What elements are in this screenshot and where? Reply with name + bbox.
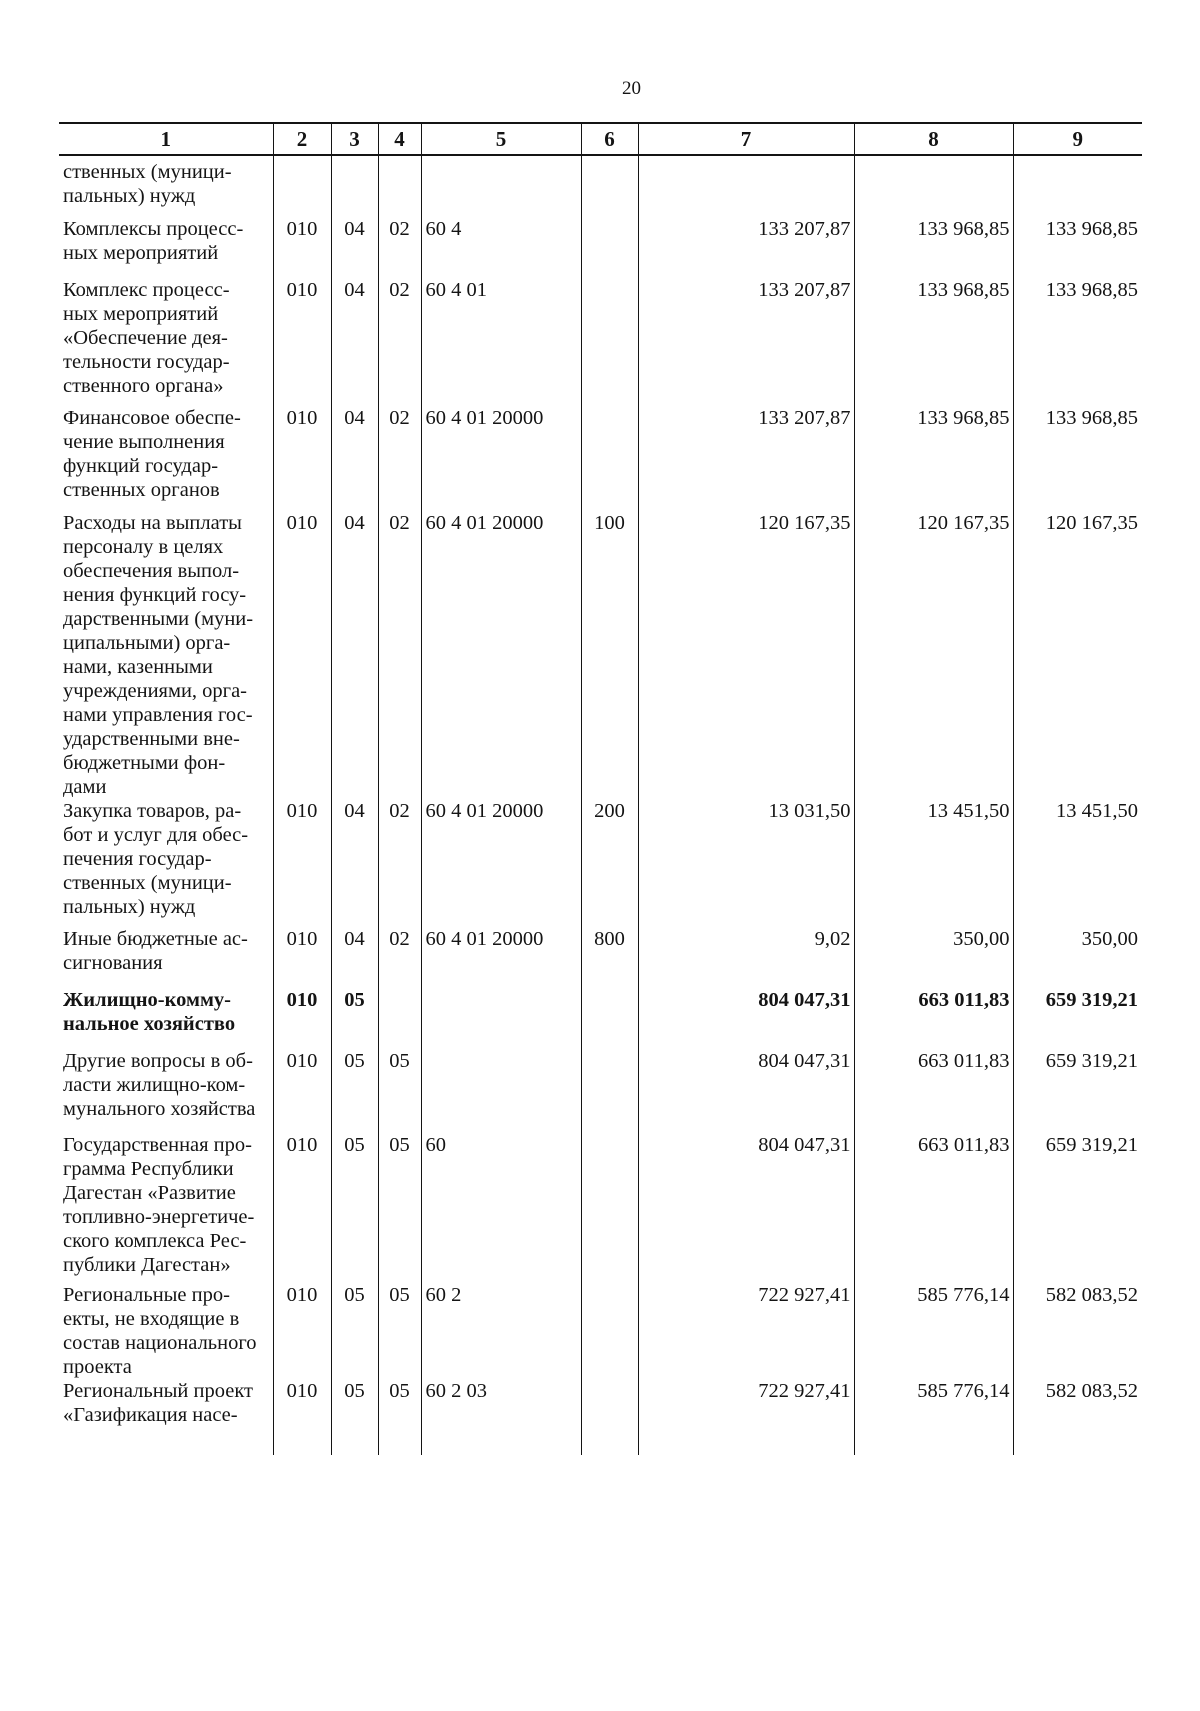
row-target-code: 60 4 [421, 217, 581, 278]
row-subsection: 05 [378, 1283, 421, 1379]
row-subsection: 02 [378, 217, 421, 278]
row-target-code: 60 4 01 20000 [421, 927, 581, 988]
row-value-col9 [1013, 155, 1142, 217]
row-expense-type [581, 988, 638, 1049]
row-description: ственных (муници- пальных) нужд [59, 155, 273, 217]
row-description: Региональные про- екты, не входящие в состав национального проекта [59, 1283, 273, 1379]
row-section: 05 [331, 1133, 378, 1283]
budget-table [59, 122, 1142, 1455]
row-subsection [378, 988, 421, 1049]
row-value-col9: 582 083,52 [1013, 1379, 1142, 1455]
row-subsection [378, 155, 421, 217]
row-code: 010 [273, 799, 331, 927]
row-description: Расходы на выплаты персоналу в целях обеспечения выпол- нения функций госу- дарственными (муни- ципальными) орга- нами, казенными учреждениями, орга- нами управления гос- ударственными вне- бюджетными фон- дами [59, 511, 273, 799]
row-description: Комплексы процесс- ных мероприятий [59, 217, 273, 278]
row-code: 010 [273, 1049, 331, 1133]
column-header: 8 [854, 123, 1013, 155]
row-section: 05 [331, 988, 378, 1049]
row-target-code [421, 155, 581, 217]
row-value-col8: 585 776,14 [854, 1379, 1013, 1455]
row-value-col7: 9,02 [638, 927, 854, 988]
table-row [59, 1283, 1142, 1379]
row-value-col8: 133 968,85 [854, 217, 1013, 278]
row-code: 010 [273, 988, 331, 1049]
column-header: 3 [331, 123, 378, 155]
table-row [59, 927, 1142, 988]
row-value-col8: 663 011,83 [854, 988, 1013, 1049]
row-section [331, 155, 378, 217]
row-section: 04 [331, 406, 378, 511]
row-expense-type: 100 [581, 511, 638, 799]
header-row [59, 123, 1142, 155]
row-value-col8: 120 167,35 [854, 511, 1013, 799]
row-expense-type [581, 1049, 638, 1133]
row-expense-type [581, 406, 638, 511]
row-subsection: 02 [378, 511, 421, 799]
row-expense-type: 800 [581, 927, 638, 988]
row-expense-type: 200 [581, 799, 638, 927]
column-header: 1 [59, 123, 273, 155]
row-target-code [421, 1049, 581, 1133]
row-target-code: 60 4 01 20000 [421, 799, 581, 927]
row-value-col7: 13 031,50 [638, 799, 854, 927]
column-header: 6 [581, 123, 638, 155]
row-value-col8: 585 776,14 [854, 1283, 1013, 1379]
table-row [59, 406, 1142, 511]
row-value-col9: 133 968,85 [1013, 278, 1142, 406]
page-number: 20 [622, 78, 641, 99]
row-value-col7 [638, 155, 854, 217]
row-expense-type [581, 1133, 638, 1283]
row-code: 010 [273, 1133, 331, 1283]
table-row [59, 511, 1142, 799]
row-code: 010 [273, 278, 331, 406]
row-expense-type [581, 155, 638, 217]
row-value-col7: 133 207,87 [638, 406, 854, 511]
row-value-col7: 133 207,87 [638, 278, 854, 406]
row-value-col9: 13 451,50 [1013, 799, 1142, 927]
row-code: 010 [273, 217, 331, 278]
table-header [59, 123, 1142, 155]
row-section: 04 [331, 511, 378, 799]
row-value-col9: 659 319,21 [1013, 988, 1142, 1049]
row-description: Иные бюджетные ас- сигнования [59, 927, 273, 988]
row-value-col8: 663 011,83 [854, 1049, 1013, 1133]
row-value-col7: 722 927,41 [638, 1283, 854, 1379]
row-subsection: 02 [378, 406, 421, 511]
row-value-col9: 133 968,85 [1013, 217, 1142, 278]
row-value-col9: 582 083,52 [1013, 1283, 1142, 1379]
row-code: 010 [273, 406, 331, 511]
row-value-col7: 804 047,31 [638, 1133, 854, 1283]
row-value-col8 [854, 155, 1013, 217]
row-section: 05 [331, 1049, 378, 1133]
row-value-col7: 133 207,87 [638, 217, 854, 278]
row-value-col9: 350,00 [1013, 927, 1142, 988]
row-subsection: 02 [378, 927, 421, 988]
column-header: 4 [378, 123, 421, 155]
row-code: 010 [273, 927, 331, 988]
row-subsection: 02 [378, 278, 421, 406]
row-expense-type [581, 1283, 638, 1379]
row-code: 010 [273, 1283, 331, 1379]
row-section: 04 [331, 217, 378, 278]
table-row [59, 155, 1142, 217]
row-description: Жилищно-комму- нальное хозяйство [59, 988, 273, 1049]
row-section: 04 [331, 799, 378, 927]
row-subsection: 05 [378, 1049, 421, 1133]
row-value-col7: 722 927,41 [638, 1379, 854, 1455]
row-target-code: 60 4 01 20000 [421, 511, 581, 799]
column-header: 9 [1013, 123, 1142, 155]
row-value-col9: 659 319,21 [1013, 1133, 1142, 1283]
column-header: 7 [638, 123, 854, 155]
row-subsection: 02 [378, 799, 421, 927]
column-header: 5 [421, 123, 581, 155]
row-description: Закупка товаров, ра- бот и услуг для обес- печения государ- ственных (муници- пальных) нужд [59, 799, 273, 927]
row-value-col8: 133 968,85 [854, 406, 1013, 511]
table-row [59, 1379, 1142, 1455]
table-row [59, 217, 1142, 278]
row-target-code: 60 2 03 [421, 1379, 581, 1455]
row-description: Финансовое обеспе- чение выполнения функций государ- ственных органов [59, 406, 273, 511]
row-code [273, 155, 331, 217]
row-target-code [421, 988, 581, 1049]
table-row [59, 1133, 1142, 1283]
row-subsection: 05 [378, 1133, 421, 1283]
table-row [59, 799, 1142, 927]
row-value-col9: 120 167,35 [1013, 511, 1142, 799]
row-value-col7: 120 167,35 [638, 511, 854, 799]
row-target-code: 60 4 01 [421, 278, 581, 406]
column-header: 2 [273, 123, 331, 155]
row-description: Государственная про- грамма Республики Дагестан «Развитие топливно-энергетиче- ского комплекса Рес- публики Дагестан» [59, 1133, 273, 1283]
table-row [59, 1049, 1142, 1133]
row-value-col8: 13 451,50 [854, 799, 1013, 927]
row-target-code: 60 [421, 1133, 581, 1283]
table-row [59, 988, 1142, 1049]
row-section: 04 [331, 927, 378, 988]
row-value-col9: 659 319,21 [1013, 1049, 1142, 1133]
row-target-code: 60 2 [421, 1283, 581, 1379]
table-body [59, 155, 1142, 1455]
row-expense-type [581, 217, 638, 278]
row-value-col8: 663 011,83 [854, 1133, 1013, 1283]
row-expense-type [581, 278, 638, 406]
row-value-col7: 804 047,31 [638, 988, 854, 1049]
row-description: Комплекс процесс- ных мероприятий «Обеспечение дея- тельности государ- ственного органа» [59, 278, 273, 406]
table-row [59, 278, 1142, 406]
row-description: Другие вопросы в об- ласти жилищно-ком- мунального хозяйства [59, 1049, 273, 1133]
row-value-col7: 804 047,31 [638, 1049, 854, 1133]
row-section: 05 [331, 1283, 378, 1379]
row-subsection: 05 [378, 1379, 421, 1455]
row-section: 05 [331, 1379, 378, 1455]
row-expense-type [581, 1379, 638, 1455]
row-target-code: 60 4 01 20000 [421, 406, 581, 511]
row-code: 010 [273, 511, 331, 799]
row-value-col8: 133 968,85 [854, 278, 1013, 406]
row-value-col9: 133 968,85 [1013, 406, 1142, 511]
row-value-col8: 350,00 [854, 927, 1013, 988]
row-code: 010 [273, 1379, 331, 1455]
row-description: Региональный проект «Газификация насе- [59, 1379, 273, 1455]
row-section: 04 [331, 278, 378, 406]
